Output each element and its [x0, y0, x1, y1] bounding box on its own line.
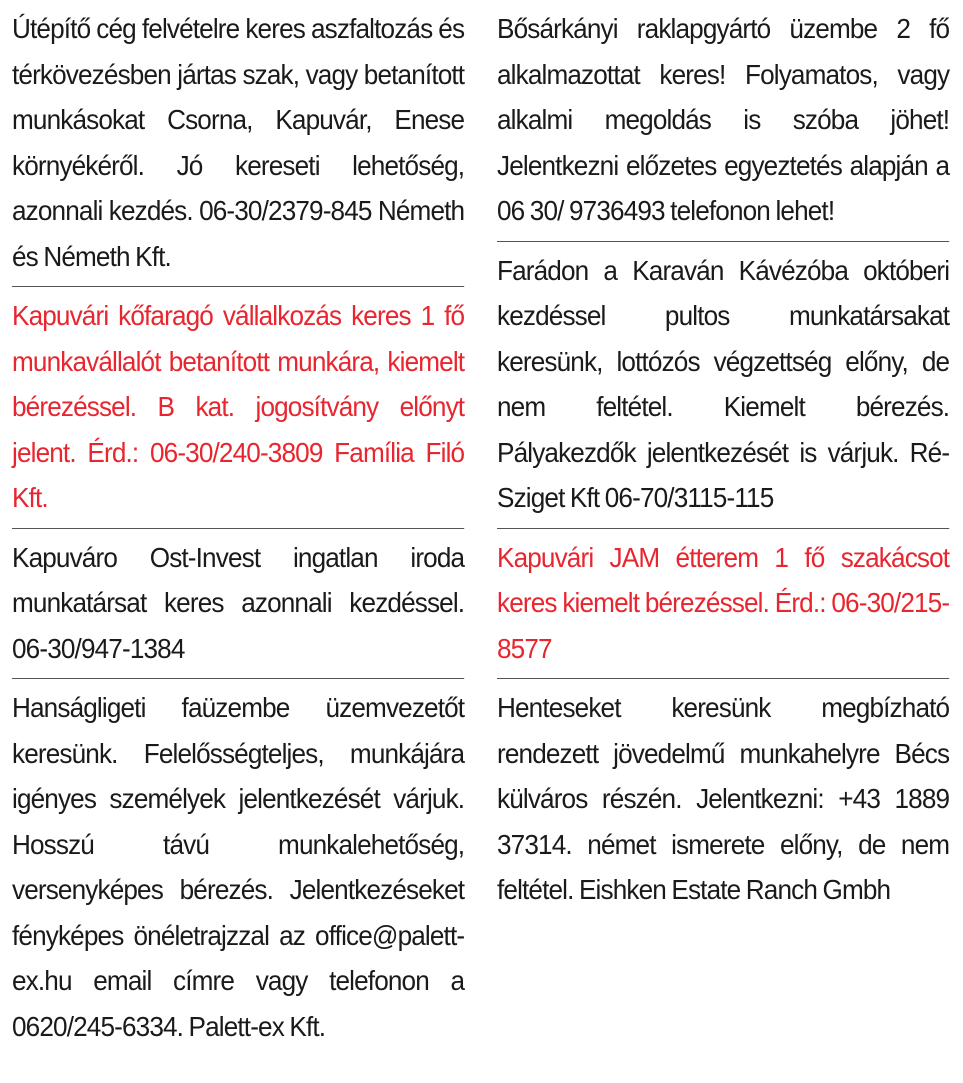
classified-ad-stonemason: Kapuvári kőfaragó vállalkozás keres 1 fő munkavállalót betanított munkára, kiemelt bérezéssel. B kat. jogosítvány előnyt jelent. Érd.: 06-30/240-3809 Família Filó Kft. — [12, 287, 464, 529]
ad-column-right — [497, 0, 949, 920]
ad-column-left — [12, 0, 464, 1056]
classified-ad-cafe: Farádon a Karaván Kávézóba októberi kezdéssel pultos munkatársakat keresünk, lottózós végzettség előny, de nem feltétel. Kiemelt bérezés. Pályakezdők jelentkezését is várjuk. Ré-Sziget Kft 06-70/3115-115 — [497, 242, 949, 529]
classified-ad-wood-factory: Hanságligeti faüzembe üzemvezetőt keresünk. Felelősségteljes, munkájára igényes személyek jelentkezését várjuk. Hosszú távú munkalehetőség, versenyképes bérezés. Jelentkezéseket fényképes önéletrajzzal az office@palett-ex.hu email címre vagy telefonon a 0620/245-6334. Palett-ex Kft. — [12, 692, 465, 1042]
classified-ad-restaurant-cook: Kapuvári JAM étterem 1 fő szakácsot keres kiemelt bérezéssel. Érd.: 06-30/215-8577 — [497, 529, 949, 680]
classified-ad-pallet-factory: Bősárkányi raklapgyártó üzembe 2 fő alkalmazottat keres! Folyamatos, vagy alkalmi megoldás is szóba jöhet! Jelentkezni előzetes egyeztetés alapján a 06 30/ 9736493 telefonon lehet! — [497, 0, 949, 242]
classified-ad-butcher: Henteseket keresünk megbízható rendezett jövedelmű munkahelyre Bécs külváros részén. Jelentkezni: +43 1889 37314. német ismerete előny, de nem feltétel. Eishken Estate Ranch Gmbh — [497, 692, 950, 905]
classified-ad-real-estate: Kapuváro Ost-Invest ingatlan iroda munkatársat keres azonnali kezdéssel. 06-30/947-1384 — [12, 529, 464, 680]
classified-ad-road-construction: Útépítő cég felvételre keres aszfaltozás és térkövezésben jártas szak, vagy betanított munkásokat Csorna, Kapuvár, Enese környékéről. Jó kereseti lehetőség, azonnali kezdés. 06-30/2379-845 Németh és Németh Kft. — [12, 0, 464, 287]
